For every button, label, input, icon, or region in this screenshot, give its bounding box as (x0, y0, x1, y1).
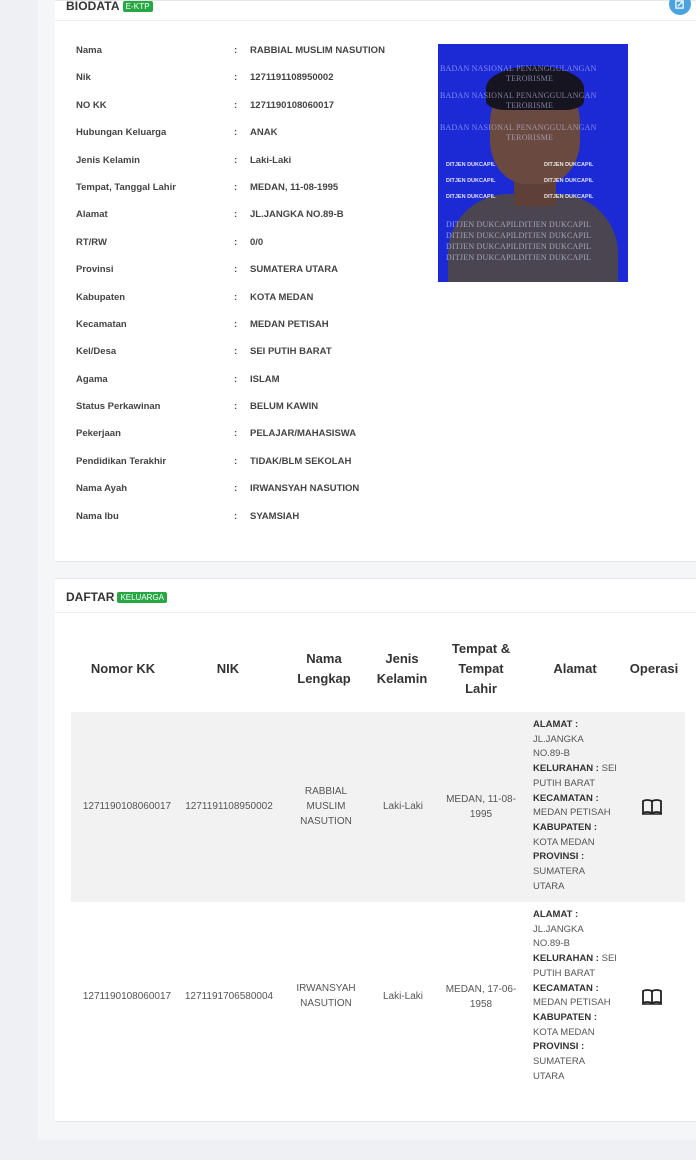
ektp-badge: E-KTP (123, 1, 153, 12)
th-jenis-line1: Jenis (385, 651, 419, 666)
kelurahan-first: SEI (601, 763, 617, 775)
th-jenis-kelamin (369, 649, 435, 689)
th-nomor-kk: Nomor KK (90, 661, 156, 676)
biodata-value: SEI PUTIH BARAT (250, 346, 332, 358)
biodata-label: Kecamatan (76, 318, 127, 330)
biodata-label: Alamat (76, 209, 108, 221)
biodata-label: Nama Ayah (76, 483, 128, 495)
biodata-row (76, 370, 436, 397)
cell-nomor-kk: 1271190108060017 (82, 991, 172, 1002)
biodata-value: RABBIAL MUSLIM NASUTION (250, 45, 385, 56)
biodata-row (76, 507, 436, 534)
biodata-value: KOTA MEDAN (250, 291, 314, 303)
watermark-ditjen-large-1: DITJEN DUKCAPILDITJEN DUKCAPIL (446, 220, 592, 229)
book-icon (641, 798, 663, 816)
biodata-row (76, 178, 436, 205)
biodata-colon: : (234, 72, 238, 84)
provinsi-line2: UTARA (533, 1070, 565, 1082)
cell-nama-line1: RABBIAL (304, 786, 348, 797)
daftar-card (55, 578, 696, 1122)
biodata-label: Nama Ibu (76, 510, 119, 522)
edit-button[interactable] (669, 0, 691, 15)
watermark-bnpt-3: BADAN NASIONAL PENANGGULANGAN (440, 91, 597, 100)
biodata-value: 1271191108950002 (250, 72, 334, 84)
biodata-value: 1271190108060017 (250, 99, 335, 111)
biodata-label: NO KK (76, 99, 107, 111)
biodata-colon: : (234, 401, 238, 413)
watermark-ditjen-large-4: DITJEN DUKCAPILDITJEN DUKCAPIL (446, 253, 592, 262)
biodata-value: SUMATERA UTARA (250, 264, 338, 276)
biodata-row (76, 68, 436, 95)
biodata-row (76, 233, 436, 260)
watermark-ditjen-5: DITJEN DUKCAPIL (446, 194, 496, 200)
th-nama-line2: Lengkap (297, 671, 351, 686)
th-tempat-line1: Tempat & (451, 641, 511, 656)
provinsi-line1: SUMATERA (533, 866, 586, 878)
kabupaten-label: KABUPATEN : (533, 821, 598, 833)
cell-alamat (533, 908, 633, 1084)
edit-icon (675, 0, 684, 9)
cell-jenis-kelamin: Laki-Laki (382, 991, 424, 1002)
biodata-value: BELUM KAWIN (250, 401, 319, 413)
daftar-title-text: DAFTAR (66, 590, 115, 604)
kelurahan-rest: PUTIH BARAT (533, 777, 596, 789)
biodata-colon: : (234, 209, 238, 221)
biodata-value: Laki-Laki (250, 154, 292, 166)
detail-button[interactable] (641, 988, 663, 1006)
biodata-colon: : (234, 483, 238, 495)
biodata-value: MEDAN PETISAH (250, 318, 329, 330)
th-nama-line1: Nama (306, 651, 342, 666)
biodata-label: Pekerjaan (76, 428, 121, 440)
biodata-row (76, 96, 436, 123)
cell-jenis-kelamin: Laki-Laki (382, 801, 424, 812)
biodata-header (55, 1, 696, 21)
biodata-colon: : (234, 154, 238, 166)
biodata-card (55, 0, 696, 562)
biodata-row (76, 452, 436, 479)
cell-nik: 1271191706580004 (184, 991, 274, 1002)
biodata-colon: : (234, 264, 238, 276)
biodata-label: Agama (76, 373, 108, 385)
biodata-label: Nama (76, 45, 102, 56)
kabupaten-value: KOTA MEDAN (533, 836, 595, 848)
kecamatan-value: MEDAN PETISAH (533, 997, 611, 1009)
biodata-title-text: BIODATA (66, 0, 120, 13)
watermark-bnpt-1: BADAN NASIONAL PENANGGULANGAN (440, 64, 597, 73)
biodata-row (76, 397, 436, 424)
biodata-row (76, 315, 436, 342)
biodata-colon: : (234, 181, 238, 193)
cell-tempat-line2: 1995 (469, 809, 493, 820)
kecamatan-label: KECAMATAN : (533, 792, 599, 804)
biodata-colon: : (234, 346, 238, 358)
provinsi-label: PROVINSI : (533, 851, 585, 863)
biodata-row (76, 260, 436, 287)
watermark-bnpt-5: BADAN NASIONAL PENANGGULANGAN (440, 123, 597, 132)
biodata-colon: : (234, 318, 238, 330)
biodata-label: Kabupaten (76, 291, 126, 303)
th-tempat-line2: Tempat (458, 661, 504, 676)
watermark-ditjen-1: DITJEN DUKCAPIL (446, 162, 496, 168)
cell-nama (291, 784, 361, 829)
biodata-fields (76, 41, 436, 534)
th-nik: NIK (216, 661, 240, 676)
biodata-label: Provinsi (76, 264, 114, 276)
cell-nik: 1271191108950002 (185, 801, 273, 812)
th-jenis-line2: Kelamin (376, 671, 428, 686)
watermark-ditjen-6: DITJEN DUKCAPIL (544, 194, 594, 200)
biodata-row (76, 479, 436, 506)
biodata-colon: : (234, 127, 238, 139)
biodata-value: SYAMSIAH (250, 510, 300, 522)
cell-nama-line2: MUSLIM (306, 801, 346, 812)
biodata-row (76, 424, 436, 451)
biodata-row (76, 205, 436, 232)
biodata-row (76, 342, 436, 369)
biodata-label: Pendidikan Terakhir (76, 455, 167, 467)
daftar-header (55, 579, 696, 613)
kecamatan-label: KECAMATAN : (533, 982, 599, 994)
biodata-colon: : (234, 45, 238, 56)
biodata-colon: : (234, 510, 238, 522)
alamat-line1: JL.JANGKA (533, 923, 584, 935)
th-nama-lengkap (291, 649, 357, 689)
table-row (71, 902, 685, 1092)
watermark-bnpt-6: TERORISME (506, 133, 554, 142)
cell-tempat-line1: MEDAN, 17-06- (445, 984, 517, 995)
provinsi-line1: SUMATERA (533, 1056, 586, 1068)
biodata-colon: : (234, 99, 238, 111)
biodata-label: Jenis Kelamin (76, 154, 140, 166)
biodata-value: 0/0 (250, 236, 264, 248)
cell-alamat (533, 718, 633, 894)
th-tempat-lahir (441, 639, 521, 699)
biodata-row (76, 288, 436, 315)
biodata-label: Status Perkawinan (76, 401, 161, 413)
book-icon (641, 988, 663, 1006)
biodata-title (66, 0, 153, 13)
biodata-row (76, 123, 436, 150)
biodata-value: TIDAK/BLM SEKOLAH (250, 455, 352, 467)
cell-nama-line1: IRWANSYAH (296, 983, 356, 994)
biodata-value: IRWANSYAH NASUTION (250, 483, 360, 495)
daftar-title (66, 590, 167, 604)
provinsi-line2: UTARA (533, 880, 565, 892)
biodata-label: Kel/Desa (76, 346, 117, 358)
biodata-row (76, 41, 436, 68)
biodata-colon: : (234, 373, 238, 385)
watermark-ditjen-2: DITJEN DUKCAPIL (544, 162, 594, 168)
kelurahan-label: KELURAHAN : (533, 953, 599, 965)
cell-nomor-kk: 1271190108060017 (82, 801, 172, 812)
biodata-label: RT/RW (76, 236, 107, 248)
th-operasi: Operasi (629, 661, 679, 676)
biodata-colon: : (234, 428, 238, 440)
biodata-value: MEDAN, 11-08-1995 (250, 181, 339, 193)
kabupaten-label: KABUPATEN : (533, 1011, 598, 1023)
biodata-colon: : (234, 455, 238, 467)
cell-tempat-lahir (441, 982, 521, 1012)
table-row (71, 712, 685, 902)
biodata-value: JL.JANGKA NO.89-B (250, 209, 344, 221)
keluarga-badge: KELUARGA (117, 592, 167, 603)
biodata-value: ISLAM (250, 373, 280, 385)
watermark-ditjen-large-2: DITJEN DUKCAPILDITJEN DUKCAPIL (446, 231, 592, 240)
biodata-label: Tempat, Tanggal Lahir (76, 181, 176, 193)
cell-tempat-lahir (441, 792, 521, 822)
biodata-row (76, 151, 436, 178)
kelurahan-first: SEI (601, 953, 617, 965)
alamat-line1: JL.JANGKA (533, 733, 584, 745)
watermark-ditjen-large-3: DITJEN DUKCAPILDITJEN DUKCAPIL (446, 242, 592, 251)
th-alamat: Alamat (553, 661, 597, 676)
alamat-label: ALAMAT : (533, 909, 579, 920)
kelurahan-label: KELURAHAN : (533, 763, 599, 775)
watermark-bnpt-4: TERORISME (506, 101, 554, 110)
cell-tempat-line2: 1958 (469, 999, 493, 1010)
biodata-value: PELAJAR/MAHASISWA (250, 428, 357, 440)
watermark-ditjen-3: DITJEN DUKCAPIL (446, 178, 496, 184)
cell-nama (291, 981, 361, 1011)
kabupaten-value: KOTA MEDAN (533, 1026, 595, 1038)
cell-nama-line2: NASUTION (300, 998, 352, 1009)
kecamatan-value: MEDAN PETISAH (533, 807, 611, 819)
provinsi-label: PROVINSI : (533, 1041, 585, 1053)
biodata-colon: : (234, 236, 238, 248)
kelurahan-rest: PUTIH BARAT (533, 967, 596, 979)
cell-tempat-line1: MEDAN, 11-08- (446, 794, 516, 805)
alamat-line2: NO.89-B (533, 748, 570, 760)
th-tempat-line3: Lahir (465, 681, 497, 696)
biodata-colon: : (234, 291, 238, 303)
cell-nama-line3: NASUTION (300, 816, 352, 827)
ktp-photo (438, 44, 628, 282)
watermark-ditjen-4: DITJEN DUKCAPIL (544, 178, 594, 184)
alamat-line2: NO.89-B (533, 938, 570, 950)
detail-button[interactable] (641, 798, 663, 816)
watermark-bnpt-2: TERORISME (506, 74, 554, 83)
alamat-label: ALAMAT : (533, 719, 579, 730)
biodata-label: Hubungan Keluarga (76, 127, 167, 139)
biodata-value: ANAK (250, 127, 278, 139)
biodata-label: Nik (76, 72, 91, 84)
